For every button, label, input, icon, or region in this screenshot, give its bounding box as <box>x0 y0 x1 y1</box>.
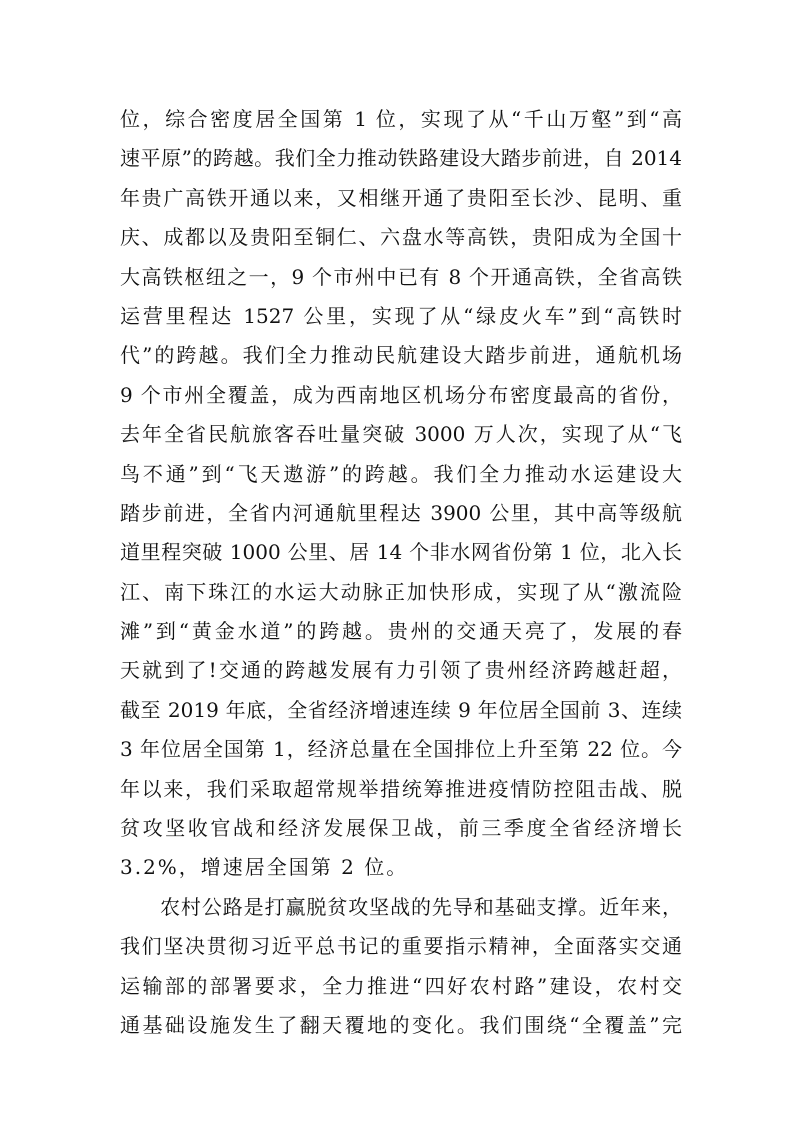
text-line: 运输部的部署要求，全力推进“四好农村路”建设，农村交 <box>120 973 682 998</box>
text-line: 大高铁枢纽之一，9 个市州中已有 8 个开通高铁，全省高铁 <box>120 264 682 289</box>
paragraph <box>120 888 682 1046</box>
text-line: 鸟不通”到“飞天遨游”的跨越。我们全力推动水运建设大 <box>120 461 682 486</box>
text-line: 我们坚决贯彻习近平总书记的重要指示精神，全面落实交通 <box>120 934 682 959</box>
text-line: 3.2%，增速居全国第 2 位。 <box>120 855 409 880</box>
text-line: 年以来，我们采取超常规举措统筹推进疫情防控阻击战、脱 <box>120 776 682 801</box>
text-line: 道里程突破 1000 公里、居 14 个非水网省份第 1 位，北入长 <box>120 540 682 565</box>
text-line: 贫攻坚收官战和经济发展保卫战，前三季度全省经济增长 <box>120 816 682 841</box>
paragraph <box>120 100 682 888</box>
text-line: 滩”到“黄金水道”的跨越。贵州的交通天亮了，发展的春 <box>120 619 682 644</box>
text-line: 代”的跨越。我们全力推动民航建设大踏步前进，通航机场 <box>120 343 682 368</box>
text-line: 年贵广高铁开通以来，又相继开通了贵阳至长沙、昆明、重 <box>120 185 682 210</box>
text-line: 去年全省民航旅客吞吐量突破 3000 万人次，实现了从“飞 <box>120 422 682 447</box>
document-page <box>120 100 682 1045</box>
text-line: 江、南下珠江的水运大动脉正加快形成，实现了从“激流险 <box>120 579 682 604</box>
text-line: 庆、成都以及贵阳至铜仁、六盘水等高铁，贵阳成为全国十 <box>120 225 682 250</box>
text-line: 踏步前进，全省内河通航里程达 3900 公里，其中高等级航 <box>120 500 682 525</box>
text-line: 农村公路是打赢脱贫攻坚战的先导和基础支撑。近年来， <box>160 894 682 919</box>
text-line: 速平原”的跨越。我们全力推动铁路建设大踏步前进，自 2014 <box>120 146 682 171</box>
text-line: 3 年位居全国第 1，经济总量在全国排位上升至第 22 位。今 <box>120 737 682 762</box>
text-line: 截至 2019 年底，全省经济增速连续 9 年位居全国前 3、连续 <box>120 697 682 722</box>
text-line: 运营里程达 1527 公里，实现了从“绿皮火车”到“高铁时 <box>120 303 682 328</box>
text-line: 位，综合密度居全国第 1 位，实现了从“千山万壑”到“高 <box>120 107 682 131</box>
text-line: 9 个市州全覆盖，成为西南地区机场分布密度最高的省份， <box>120 382 682 407</box>
text-line: 天就到了!交通的跨越发展有力引领了贵州经济跨越赶超， <box>120 658 682 683</box>
text-line: 通基础设施发生了翻天覆地的变化。我们围绕“全覆盖”完 <box>120 1012 682 1037</box>
